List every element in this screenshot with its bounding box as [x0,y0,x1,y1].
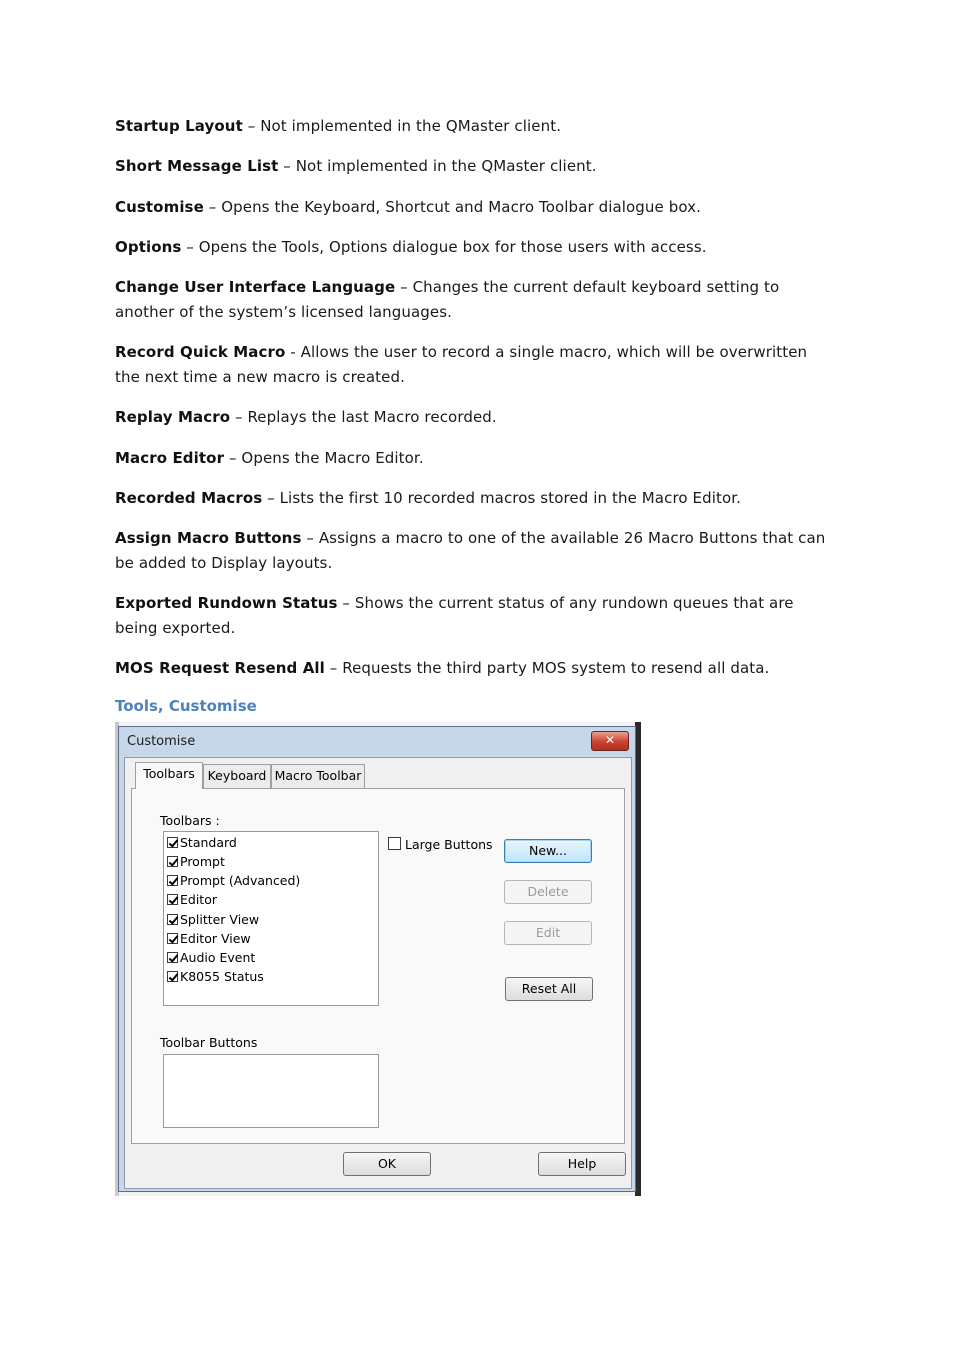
checkbox-checked-icon[interactable] [167,952,178,963]
description: – Assigns a macro to one of the available 26 Macro Buttons that can be added to Display layouts. [115,529,826,572]
large-buttons-label: Large Buttons [405,837,493,852]
new-button[interactable]: New... [504,839,592,863]
ok-button[interactable]: OK [343,1152,431,1176]
term: Change User Interface Language [115,278,396,296]
paragraph-recorded-macros [115,486,835,511]
tab-toolbars[interactable] [135,762,203,789]
tab-label: Keyboard [207,768,267,783]
delete-button[interactable]: Delete [504,880,592,904]
checkbox-checked-icon[interactable] [167,971,178,982]
term: Customise [115,198,204,216]
tab-keyboard[interactable] [203,764,271,788]
term: Replay Macro [115,408,231,426]
toolbar-buttons-label: Toolbar Buttons [160,1035,258,1050]
close-icon: ✕ [604,733,616,747]
description: – Opens the Keyboard, Shortcut and Macro Toolbar dialogue box. [203,198,702,216]
list-item-label: Editor View [180,931,251,946]
paragraph-record-quick-macro [115,340,835,390]
edit-button[interactable]: Edit [504,921,592,945]
toolbars-tab-panel [131,788,625,1144]
checkbox-checked-icon[interactable] [167,933,178,944]
checkbox-checked-icon[interactable] [167,856,178,867]
toolbar-buttons-list[interactable] [163,1054,379,1128]
description: – Not implemented in the QMaster client. [242,117,562,135]
paragraph-macro-editor [115,446,835,471]
term: Startup Layout [115,117,243,135]
list-item[interactable] [167,853,225,871]
list-item-label: Standard [180,835,237,850]
list-item[interactable] [167,891,217,909]
checkbox-checked-icon[interactable] [167,914,178,925]
list-item-label: K8055 Status [180,969,264,984]
close-button[interactable] [591,731,629,751]
term: Record Quick Macro [115,343,286,361]
paragraph-replay-macro [115,405,835,430]
description: – Shows the current status of any rundown queues that are being exported. [115,594,794,637]
list-item[interactable] [167,872,300,890]
description: – Opens the Tools, Options dialogue box for those users with access. [181,238,707,256]
description: – Not implemented in the QMaster client. [278,157,597,175]
term: Assign Macro Buttons [115,529,302,547]
help-button[interactable]: Help [538,1152,626,1176]
term: Exported Rundown Status [115,594,338,612]
paragraph-assign-macro-buttons [115,526,835,576]
list-item-label: Editor [180,892,217,907]
dialog-titlebar[interactable] [119,727,635,757]
paragraph-options [115,235,835,260]
figure-caption: Tools, Customise [115,697,257,715]
paragraph-exported-rundown-status [115,591,835,641]
term: Options [115,238,182,256]
checkbox-unchecked-icon[interactable] [388,837,401,850]
paragraph-change-ui-language [115,275,835,325]
toolbars-label: Toolbars : [160,813,220,828]
customise-dialog [118,726,636,1192]
list-item-label: Prompt [180,854,225,869]
checkbox-checked-icon[interactable] [167,837,178,848]
tab-label: Macro Toolbar [274,768,362,783]
term: Recorded Macros [115,489,263,507]
list-item[interactable] [167,834,237,852]
large-buttons-checkbox[interactable] [388,837,493,852]
paragraph-mos-request-resend-all [115,656,835,681]
paragraph-short-message-list [115,154,835,179]
description: – Changes the current default keyboard setting to another of the system’s licensed languages. [115,278,780,321]
dialog-title: Customise [127,734,196,749]
term: Macro Editor [115,449,225,467]
list-item[interactable] [167,949,255,967]
checkbox-checked-icon[interactable] [167,875,178,886]
term: Short Message List [115,157,279,175]
list-item[interactable] [167,911,259,929]
description: – Lists the first 10 recorded macros stored in the Macro Editor. [262,489,742,507]
checkbox-checked-icon[interactable] [167,894,178,905]
description: – Requests the third party MOS system to resend all data. [324,659,770,677]
description: - Allows the user to record a single macro, which will be overwritten the next time a new macro is created. [115,343,808,386]
term: MOS Request Resend All [115,659,325,677]
dialog-client-area [124,757,632,1189]
paragraph-customise [115,195,835,220]
toolbars-list[interactable] [163,831,379,1006]
list-item[interactable] [167,930,251,948]
tab-label: Toolbars [143,766,195,781]
list-item[interactable] [167,968,264,986]
list-item-label: Audio Event [180,950,256,965]
list-item-label: Prompt (Advanced) [180,873,301,888]
paragraph-startup-layout [115,114,835,139]
description: – Opens the Macro Editor. [224,449,424,467]
list-item-label: Splitter View [180,912,260,927]
description: – Replays the last Macro recorded. [230,408,497,426]
tab-macro-toolbar[interactable] [271,764,365,788]
reset-all-button[interactable]: Reset All [505,977,593,1001]
